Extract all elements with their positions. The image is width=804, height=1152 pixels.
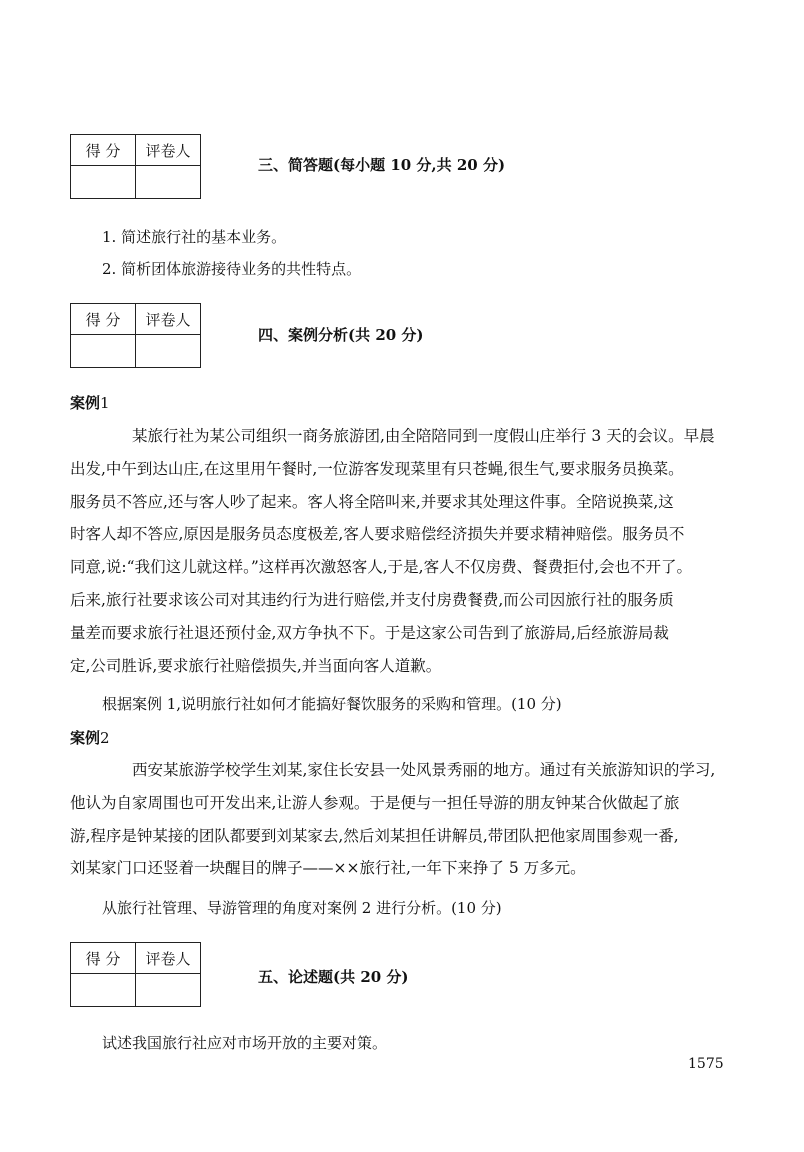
case-1-line: 出发,中午到达山庄,在这里用午餐时,一位游客发现菜里有只苍蝇,很生气,要求服务员换菜。 [70,459,684,478]
case-label-text: 案例 [70,394,101,412]
score-box [70,942,201,1007]
case-1-line: 量差而要求旅行社退还预付金,双方争执不下。于是这家公司告到了旅游局,后经旅游局裁 [70,623,669,642]
grader-cell[interactable] [136,166,201,199]
case-2-question: 从旅行社管理、导游管理的角度对案例 2 进行分析。(10 分) [102,899,502,917]
case-1-label [70,392,110,413]
score-box [70,134,201,199]
case-2-line: 游,程序是钟某接的团队都要到刘某家去,然后刘某担任讲解员,带团队把他家周围参观一番, [70,826,679,845]
case-1-line: 某旅行社为某公司组织一商务旅游团,由全陪陪同到一度假山庄举行 3 天的会议。早晨 [132,427,715,445]
case-1-line: 后来,旅行社要求该公司对其违约行为进行赔偿,并支付房费餐费,而公司因旅行社的服务质 [70,590,674,609]
score-cell[interactable] [71,166,136,199]
score-cell[interactable] [71,974,136,1007]
case-number: 2 [100,729,110,747]
case-2-line: 西安某旅游学校学生刘某,家住长安县一处风景秀丽的地方。通过有关旅游知识的学习, [132,761,716,779]
score-box [70,303,201,368]
case-1-line: 服务员不答应,还与客人吵了起来。客人将全陪叫来,并要求其处理这件事。全陪说换菜,这 [70,492,674,511]
grader-cell[interactable] [136,974,201,1007]
case-1-line: 时客人却不答应,原因是服务员态度极差,客人要求赔偿经济损失并要求精神赔偿。服务员不 [70,525,685,544]
score-cell[interactable] [71,335,136,368]
case-1-line: 同意,说:“我们这儿就这样。”这样再次激怒客人,于是,客人不仅房费、餐费拒付,会也不开了。 [70,558,693,577]
score-header: 得 分 [71,304,136,335]
section-5-title: 五、论述题(共 20 分) [258,968,409,986]
case-2-label [70,727,110,748]
case-number: 1 [100,394,110,412]
question-2: 2. 简析团体旅游接待业务的共性特点。 [102,260,362,278]
grader-header: 评卷人 [136,135,201,166]
case-2-line: 他认为自家周围也可开发出来,让游人参观。于是便与一担任导游的朋友钟某合伙做起了旅 [70,793,680,812]
page-number: 1575 [688,1056,724,1072]
score-header: 得 分 [71,943,136,974]
case-label-text: 案例 [70,729,101,747]
case-1-line: 定,公司胜诉,要求旅行社赔偿损失,并当面向客人道歉。 [70,656,442,675]
grader-header: 评卷人 [136,304,201,335]
case-1-question: 根据案例 1,说明旅行社如何才能搞好餐饮服务的采购和管理。(10 分) [102,695,562,713]
question-1: 1. 简述旅行社的基本业务。 [102,228,287,246]
case-1-text [70,420,740,682]
score-header: 得 分 [71,135,136,166]
section-4-title: 四、案例分析(共 20 分) [258,326,424,344]
essay-question: 试述我国旅行社应对市场开放的主要对策。 [102,1034,388,1052]
case-2-line: 刘某家门口还竖着一块醒目的牌子——××旅行社,一年下来挣了 5 万多元。 [70,859,586,878]
case-2-text [70,754,740,885]
grader-cell[interactable] [136,335,201,368]
grader-header: 评卷人 [136,943,201,974]
section-3-title: 三、简答题(每小题 10 分,共 20 分) [258,156,506,174]
